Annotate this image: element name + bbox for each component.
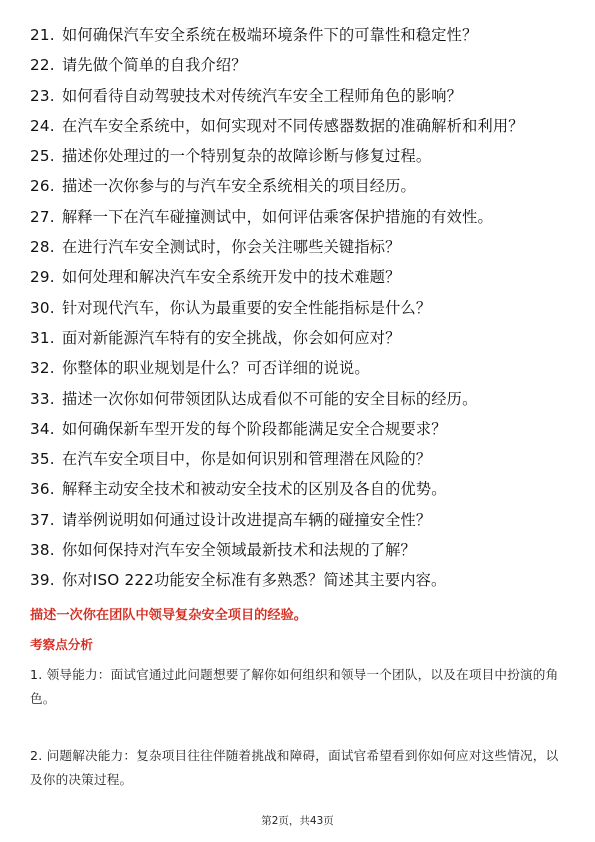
question-text: 解释一下在汽车碰撞测试中，如何评估乘客保护措施的有效性。	[62, 207, 493, 226]
question-text: 你如何保持对汽车安全领域最新技术和法规的了解？	[62, 541, 416, 560]
question-text: 解释主动安全技术和被动安全技术的区别及各自的优势。	[62, 480, 447, 499]
question-item	[30, 56, 565, 75]
question-item	[30, 147, 565, 166]
question-text: 描述一次你如何带领团队达成看似不可能的安全目标的经历。	[62, 389, 478, 408]
question-number: 28.	[30, 238, 55, 257]
question-item	[30, 511, 565, 530]
question-number: 24.	[30, 116, 55, 135]
question-text: 如何确保汽车安全系统在极端环境条件下的可靠性和稳定性？	[62, 26, 478, 44]
question-number: 21.	[30, 26, 55, 44]
question-text: 如何看待自动驾驶技术对传统汽车安全工程师角色的影响？	[62, 86, 463, 105]
question-number: 34.	[30, 419, 55, 438]
highlight-question-title: 描述一次你在团队中领导复杂安全项目的经验。	[30, 608, 307, 623]
page-number-footer: 第2页，共43页	[261, 815, 334, 827]
question-number: 25.	[30, 147, 55, 166]
question-number: 32.	[30, 359, 55, 378]
analysis-point: 2. 问题解决能力：复杂项目往往伴随着挑战和障碍，面试官希望看到你如何应对这些情况，以及你的决策过程。	[30, 748, 559, 787]
question-number: 38.	[30, 541, 55, 560]
question-number: 23.	[30, 86, 55, 105]
question-text: 如何确保新车型开发的每个阶段都能满足安全合规要求？	[62, 419, 447, 438]
question-number: 30.	[30, 298, 55, 317]
analysis-point: 1. 领导能力：面试官通过此问题想要了解你如何组织和领导一个团队，以及在项目中扮演的角色。	[30, 667, 559, 706]
question-text: 如何处理和解决汽车安全系统开发中的技术难题？	[62, 268, 401, 287]
question-text: 在汽车安全系统中，如何实现对不同传感器数据的准确解析和利用？	[62, 116, 524, 135]
question-item	[30, 480, 565, 499]
question-text: 请先做个简单的自我介绍？	[62, 56, 247, 75]
question-item	[30, 208, 565, 227]
question-number: 27.	[30, 207, 55, 226]
question-number: 33.	[30, 389, 55, 408]
question-number: 29.	[30, 268, 55, 287]
question-number: 39.	[30, 571, 55, 590]
question-item	[30, 177, 565, 196]
question-item	[30, 329, 565, 348]
question-item	[30, 299, 565, 318]
question-item	[30, 87, 565, 106]
analysis-heading: 考察点分析	[30, 637, 93, 652]
question-text: 请举例说明如何通过设计改进提高车辆的碰撞安全性？	[62, 510, 432, 529]
question-item	[30, 238, 565, 257]
question-text: 描述你处理过的一个特别复杂的故障诊断与修复过程。	[62, 147, 432, 166]
question-list	[30, 26, 565, 602]
question-number: 31.	[30, 328, 55, 347]
question-number: 37.	[30, 510, 55, 529]
question-item	[30, 571, 565, 590]
question-item	[30, 390, 565, 409]
question-item	[30, 117, 565, 136]
question-text: 你对ISO 222功能安全标准有多熟悉？简述其主要内容。	[62, 571, 447, 590]
question-item	[30, 26, 565, 45]
question-number: 26.	[30, 177, 55, 196]
question-text: 在进行汽车安全测试时，你会关注哪些关键指标？	[62, 238, 401, 257]
question-text: 在汽车安全项目中，你是如何识别和管理潜在风险的？	[62, 450, 432, 469]
question-item	[30, 450, 565, 469]
question-item	[30, 359, 565, 378]
question-item	[30, 268, 565, 287]
question-number: 36.	[30, 480, 55, 499]
question-item	[30, 541, 565, 560]
question-number: 35.	[30, 450, 55, 469]
question-text: 描述一次你参与的与汽车安全系统相关的项目经历。	[62, 177, 416, 196]
question-item	[30, 420, 565, 439]
question-text: 面对新能源汽车特有的安全挑战，你会如何应对？	[62, 328, 401, 347]
question-number: 22.	[30, 56, 55, 75]
question-text: 你整体的职业规划是什么？可否详细的说说。	[62, 359, 370, 378]
question-text: 针对现代汽车，你认为最重要的安全性能指标是什么？	[62, 298, 432, 317]
